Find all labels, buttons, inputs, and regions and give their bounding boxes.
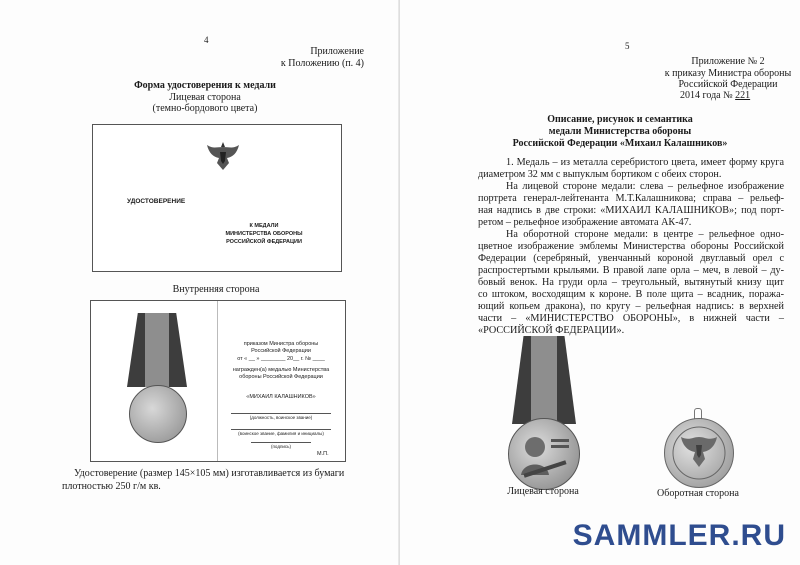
inner-medal-ribbon xyxy=(127,313,187,387)
right-appendix-ref1: к приказу Министра обороны xyxy=(664,68,792,79)
front-medal-disc xyxy=(508,418,580,490)
inner-award-line1: награжден(а) медалью Министерства xyxy=(232,367,330,373)
inner-line-2 xyxy=(231,429,331,430)
p1-line: диаметром 32 мм с выпуклым бортиком с обеих сторон. xyxy=(478,169,722,180)
inner-order-line2: Российской Федерации xyxy=(251,348,311,354)
right-appendix-title: Приложение № 2 xyxy=(691,56,765,67)
sammler-watermark: SAMMLER.RU xyxy=(572,519,786,552)
paragraph-3 xyxy=(478,229,784,337)
right-title-line1: Описание, рисунок и семантика xyxy=(547,114,693,125)
footnote-line1: Удостоверение (размер 145×105 мм) изготавливается из бумаги xyxy=(74,468,345,479)
paragraph-2 xyxy=(478,181,784,229)
front-color-label: (темно-бордового цвета) xyxy=(152,103,258,114)
p3-line: части – «МИНИСТЕРСТВО ОБОРОНЫ», в нижней части – xyxy=(478,313,784,324)
inner-line-1 xyxy=(231,413,331,414)
certificate-inner xyxy=(90,300,346,462)
p3-line: распростертыми крыльями. В правой лапе орла – меч, в левой – ду- xyxy=(478,265,784,276)
certificate-cover xyxy=(92,124,342,272)
inner-order-line3: от « __ » ________ 20__ г. № ____ xyxy=(237,356,325,362)
appendix-year-label: 2014 года № xyxy=(680,90,733,101)
right-title-line3: Российской Федерации «Михаил Калашников» xyxy=(512,138,728,149)
right-appendix-year xyxy=(680,90,750,101)
paragraph-1 xyxy=(478,157,784,181)
inner-stamp-label: М.П. xyxy=(317,451,329,457)
left-appendix-title: Приложение xyxy=(310,46,364,57)
cover-heading: УДОСТОВЕРЕНИЕ xyxy=(127,198,186,205)
kalashnikov-portrait-icon xyxy=(509,419,579,489)
front-medal-caption: Лицевая сторона xyxy=(507,486,579,497)
right-appendix-ref2: Российской Федерации xyxy=(678,79,778,90)
double-headed-eagle-emblem-icon xyxy=(205,139,241,173)
cover-line2: МИНИСТЕРСТВА ОБОРОНЫ xyxy=(225,231,303,237)
cover-line1: К МЕДАЛИ xyxy=(249,223,279,229)
inner-fold xyxy=(217,301,218,461)
form-title: Форма удостоверения к медали xyxy=(134,80,276,91)
inner-caption1: (должность, воинское звание) xyxy=(249,415,313,420)
back-medal-caption: Оборотная сторона xyxy=(657,488,739,499)
p3-line: ющий копьем дракона), по кругу – рельефная надпись: в верхней xyxy=(478,301,784,312)
inner-medal-name: «МИХАИЛ КАЛАШНИКОВ» xyxy=(246,394,316,400)
p2-line: портрета генерал-лейтенанта М.Т.Калашникова; справа – рельеф- xyxy=(478,193,784,204)
inner-order-line1: приказом Министра обороны xyxy=(243,341,319,347)
inner-line-3 xyxy=(251,442,311,443)
p1-line: 1. Медаль – из металла серебристого цвета, имеет форму круга xyxy=(506,157,784,168)
p3-line: На оборотной стороне медали: в центре – рельефное одно- xyxy=(506,229,784,240)
p2-line: ретом – рельефное изображение автомата АК-47. xyxy=(478,217,692,228)
cover-line3: РОССИЙСКОЙ ФЕДЕРАЦИИ xyxy=(226,239,302,245)
left-appendix-ref: к Положению (п. 4) xyxy=(280,58,364,69)
front-medal-ribbon xyxy=(512,336,576,424)
p3-line: «РОССИЙСКОЙ ФЕДЕРАЦИИ». xyxy=(478,325,625,336)
right-page-number: 5 xyxy=(625,41,630,51)
front-side-label: Лицевая сторона xyxy=(169,92,241,103)
inner-side-label: Внутренняя сторона xyxy=(172,284,260,295)
p2-line: На лицевой стороне медали: слева – рельефное изображение xyxy=(506,181,784,192)
inner-caption3: (подпись) xyxy=(270,444,291,449)
p2-line: ная надпись в две строки: «МИХАИЛ КАЛАШНИКОВ»; под порт- xyxy=(478,205,784,216)
left-page-number: 4 xyxy=(204,35,209,45)
back-medal-disc xyxy=(664,418,734,488)
inner-caption2: (воинское звание, фамилия и инициалы) xyxy=(238,431,324,436)
p3-line: со штоком, восходящим к короне. В поле щита – всадник, поража- xyxy=(478,289,784,300)
appendix-number: 221 xyxy=(735,90,751,101)
inner-medal-disc xyxy=(129,385,187,443)
right-page xyxy=(400,0,800,565)
p3-line: Федерации (серебряный, увенчанный короной двуглавый орел с xyxy=(478,253,784,264)
footnote-line2: плотностью 250 г/м кв. xyxy=(62,481,161,492)
inner-award-line2: обороны Российской Федерации xyxy=(239,374,323,380)
p3-line: бовый венок. На груди орла – треугольный, вытянутый книзу щит xyxy=(478,277,784,288)
p3-line: цветное изображение эмблемы Министерства обороны Российской xyxy=(478,241,784,252)
mod-eagle-emblem-icon xyxy=(665,419,733,487)
right-title-line2: медали Министерства обороны xyxy=(548,126,692,137)
